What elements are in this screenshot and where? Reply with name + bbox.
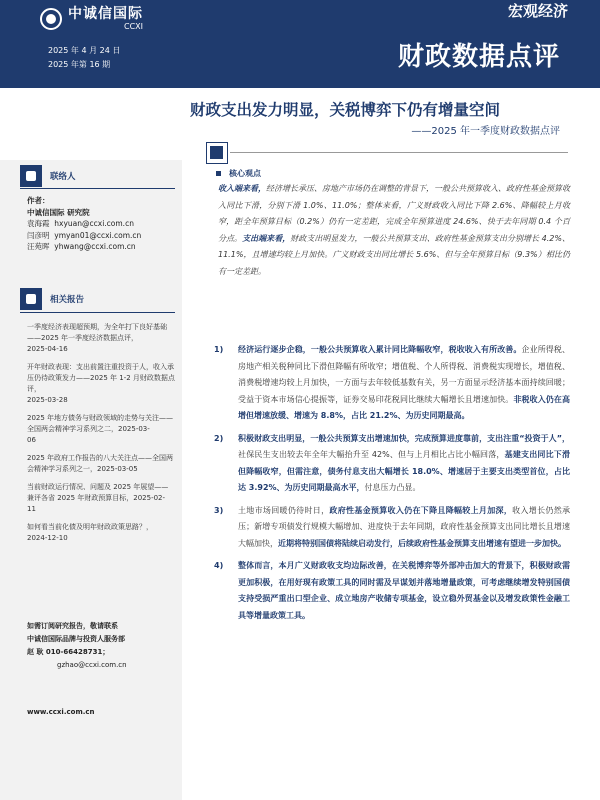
subscription-contact [27,620,177,672]
document-icon [20,288,42,310]
point-text: 土地市场回暖仍待时日， [238,505,330,515]
point-emphasis: 政府性基金预算收入仍在下降且降幅较上月加深， [329,505,513,515]
summary-paragraph [218,181,570,280]
author-row [27,241,177,253]
related-reports-list [27,322,175,551]
author-name: 闫彦明 [27,230,50,240]
author-email[interactable]: ymyan01@ccxi.com.cn [54,230,142,240]
report-subtitle: ——2025 年一季度财政数据点评 [411,126,560,137]
related-report-link[interactable] [27,413,175,446]
header-banner [0,0,600,88]
contact-line: 赵 耿 010-66428731； [27,648,110,656]
point-emphasis: 整体而言，本月广义财政收支均边际改善，在关税博弈等外部冲击加大的背景下，积极财政需更加积极，在用好现有政策工具的同时需及早谋划并落地增量政策，可考虑继续增发特别国债支持受损严重出口型企业、成立地房产收储专项基金，设立稳外贸基金以及增发政策性金融工具等增量政策工具。 [238,561,570,620]
key-points-list [210,342,570,630]
core-heading-label: 核心观点 [229,169,261,178]
point-text: 社保民生支出较去年全年大幅抬升至 42%、但与上月相比占比小幅回落， [238,450,505,459]
related-report-date: 06 [27,436,36,444]
related-report-link[interactable] [27,522,175,544]
author-list [27,195,177,253]
related-report-link[interactable] [27,362,175,406]
logo-cn: 中诚信国际 [68,6,143,22]
related-report-date: 11 [27,505,36,513]
point-emphasis: 近期将特别国债将陆续启动发行，后续政府性基金预算支出增速有望进一步加快。 [278,538,566,548]
related-report-date: 2025-04-16 [27,345,68,353]
core-views-heading [216,168,261,179]
author-row [27,230,177,242]
contact-email[interactable]: gzhao@ccxi.com.cn [57,661,127,669]
author-email[interactable]: yhwang@ccxi.com.cn [54,242,136,251]
related-report-link[interactable] [27,453,175,475]
contact-line: 如需订阅研究报告，敬请联系 [27,622,118,630]
author-name: 汪苑晖 [27,242,50,251]
related-report-title: 一季度经济表现超预期，为全年打下良好基础——2025 年一季度经济数据点评， [27,323,167,342]
divider [20,312,175,313]
logo [40,6,143,32]
contact-heading-label: 联络人 [50,172,76,182]
point-number: 2) [214,433,224,443]
bullet-square-icon [216,171,221,176]
logo-icon [40,8,62,30]
key-point [210,503,570,553]
contact-line: 中诚信国际品牌与投资人服务部 [27,635,125,643]
related-report-title: 如何看当前化债及明年财政政策思路？， [27,523,153,531]
author-name: 袁海霞 [27,219,50,228]
key-point [210,431,570,497]
related-report-link[interactable] [27,482,175,515]
report-title: 财政支出发力明显，关税博弈下仍有增量空间 [190,101,501,119]
summary-emphasis: 支出端来看， [242,233,291,243]
related-report-date: 2025-03-28 [27,396,68,404]
key-point [210,558,570,624]
logo-en: CCXI [123,22,143,31]
pen-icon [206,142,228,164]
contact-section-heading [20,165,76,187]
report-date: 2025 年 4 月 24 日 [48,46,121,55]
website-link[interactable]: www.ccxi.com.cn [27,708,95,716]
author-row [27,218,177,230]
report-issue: 2025 年第 16 期 [48,60,111,69]
point-emphasis: 基建支出同比下滑但降幅收窄，但需注意，债务付息支出大幅增长 18.0%、增速居于主要支出类型首位，占比达 3.92%、为历史同期最高水平， [238,450,571,492]
summary-emphasis: 收入端来看， [218,184,266,193]
point-text: 付息压力凸显。 [364,483,421,492]
related-report-link[interactable] [27,322,175,355]
related-report-title: 2025 年地方债务与财政领域的走势与关注——全国两会精神学习系列之二，2025-03- [27,414,174,433]
divider [20,188,175,189]
author-label: 作者： [27,196,50,205]
related-section-heading [20,288,84,310]
point-number: 4) [214,561,224,570]
point-number: 3) [214,505,224,515]
summary-text: 经济增长承压、房地产市场仍在调整的背景下，一般公共预算收入、政府性基金预算收入同比下滑，分别下滑 1.0%、11.0%；整体来看，广义财政收入同比下降 2.6%、降幅较上月收窄，距全年预算目标（0.2%）仍有一定差距，完成全年预算进度 24.6%、快于去年同期 0.4 个百分点。 [218,184,570,243]
institute: 中诚信国际 研究院 [27,207,90,217]
key-point [210,342,570,425]
related-report-title: 2025 年政府工作报告的八大关注点——全国两会精神学习系列之一，2025-03-05 [27,454,174,473]
divider [230,152,568,153]
related-report-date: 2024-12-10 [27,534,68,542]
related-report-title: 当前财政运行情况、问题及 2025 年展望——兼评各省 2025 年财政预算目标，2025-02- [27,483,169,502]
banner-title: 财政数据点评 [397,42,560,72]
summary-text: 财政支出明显发力，一般公共预算支出、政府性基金预算支出分别增长 4.2%、11.1%，且增速均较上月加快。广义财政支出同比增长 5.6%、但与全年预算目标（9.3%）相比仍有一定差距。 [218,233,571,276]
point-emphasis: 非税收入仍在高增但增速放缓、增速为 8.8%，占比 21.2%、为历史同期最高。 [238,394,571,420]
point-emphasis: 积极财政支出明显，一般公共预算支出增速加快，完成预算进度靠前，支出注重“投资于人”， [238,433,570,443]
related-heading-label: 相关报告 [50,295,85,305]
point-text: 企业所得税、房地产相关税种同比下滑但降幅有所收窄；增值税、个人所得税、消费税实现增长，增值税、消费税增速均较上月加快，一方面与去年较低基数有关，另一方面显示经济基本面持续回暖；受益于资本市场信心提振等，证券交易印花税同比继续大幅增长且增速加快。 [238,345,570,404]
point-text: 收入增长仍然承压；新增专项债发行规模大幅增加、进度快于去年同期，政府性基金预算支出同比增长且增速大幅加快， [238,505,571,548]
point-emphasis: 经济运行逐步企稳，一般公共预算收入累计同比降幅收窄，税收收入有所改善。 [238,345,522,354]
author-email[interactable]: hxyuan@ccxi.com.cn [54,219,134,228]
point-number: 1) [214,345,224,354]
person-icon [20,165,42,187]
related-report-title: 开年财政表现：支出前置注重投资于人，收入承压仍待政策发力——2025 年 1-2 月财政数据点评， [27,363,175,393]
category-tag: 宏观经济 [507,2,568,20]
